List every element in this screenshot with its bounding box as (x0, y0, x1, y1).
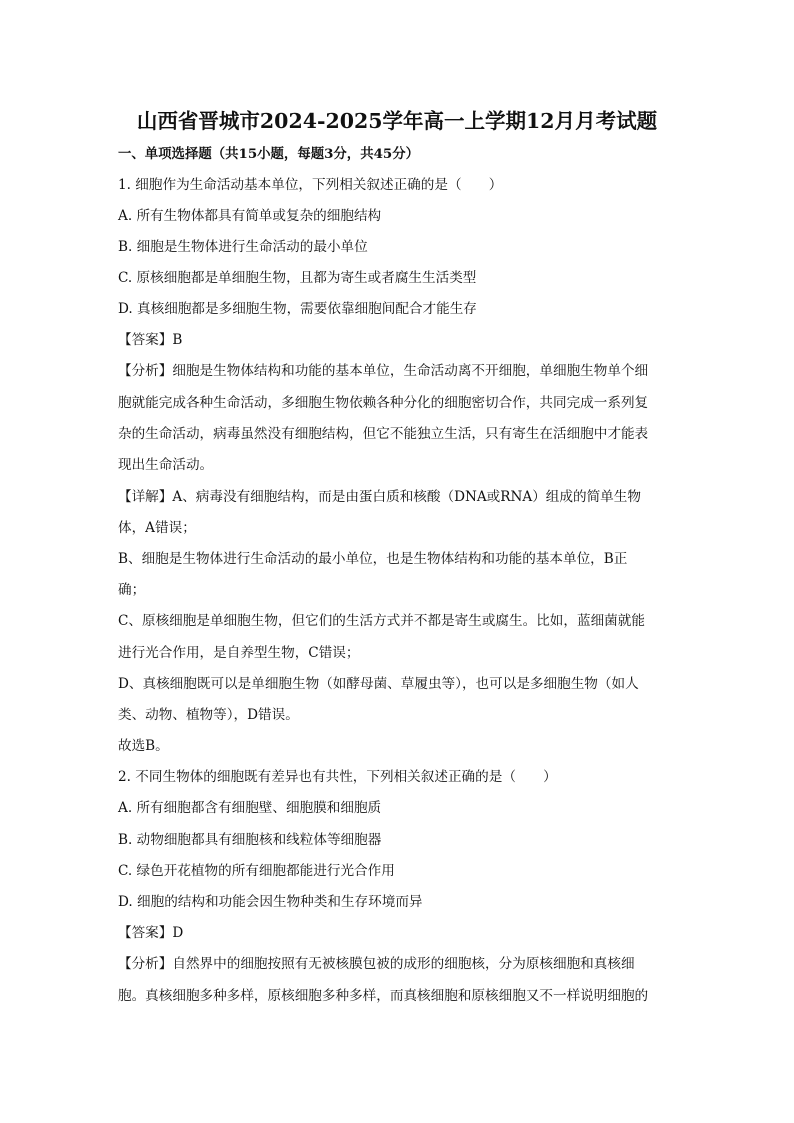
question-1-detail-line: 类、动物、植物等），D错误。 (118, 707, 299, 723)
question-1-detail-line: C、原核细胞是单细胞生物，但它们的生活方式并不都是寄生或腐生。比如，蓝细菌就能 (118, 613, 645, 629)
question-1-stem: 1. 细胞作为生命活动基本单位，下列相关叙述正确的是（ ） (118, 177, 503, 193)
question-2-stem: 2. 不同生物体的细胞既有差异也有共性，下列相关叙述正确的是（ ） (118, 769, 557, 785)
question-1-option-a: A. 所有生物体都具有简单或复杂的细胞结构 (118, 208, 382, 224)
question-1-analysis-line: 胞就能完成各种生命活动，多细胞生物依赖各种分化的细胞密切合作，共同完成一系列复 (118, 395, 649, 411)
question-2-option-c: C. 绿色开花植物的所有细胞都能进行光合作用 (118, 863, 395, 879)
question-1-detail-line: 进行光合作用，是自养型生物，C错误； (118, 645, 360, 661)
question-2-option-b: B. 动物细胞都具有细胞核和线粒体等细胞器 (118, 832, 382, 848)
question-1-analysis-line: 杂的生命活动，病毒虽然没有细胞结构，但它不能独立生活，只有寄生在活细胞中才能表 (118, 426, 649, 442)
section-heading: 一、单项选择题（共15小题，每题3分，共45分） (118, 146, 420, 162)
question-1-detail-line: D、真核细胞既可以是单细胞生物（如酵母菌、草履虫等），也可以是多细胞生物（如人 (118, 676, 639, 692)
question-1-option-c: C. 原核细胞都是单细胞生物，且都为寄生或者腐生生活类型 (118, 270, 477, 286)
question-1-detail-line: B、细胞是生物体进行生命活动的最小单位，也是生物体结构和功能的基本单位，B正 (118, 551, 628, 567)
question-2-analysis-line: 【分析】自然界中的细胞按照有无被核膜包被的成形的细胞核，分为原核细胞和真核细 (118, 956, 635, 972)
question-2-option-a: A. 所有细胞都含有细胞壁、细胞膜和细胞质 (118, 800, 382, 816)
question-1-detail-line: 【详解】A、病毒没有细胞结构，而是由蛋白质和核酸（DNA或RNA）组成的简单生物 (118, 489, 641, 505)
question-1-conclusion: 故选B。 (118, 738, 169, 754)
question-2-option-d: D. 细胞的结构和功能会因生物种类和生存环境而异 (118, 894, 423, 910)
question-1-analysis-line: 现出生命活动。 (118, 457, 214, 473)
question-2-analysis-line: 胞。真核细胞多种多样，原核细胞多种多样，而真核细胞和原核细胞又不一样说明细胞的 (118, 988, 649, 1004)
question-1-analysis-line: 【分析】细胞是生物体结构和功能的基本单位，生命活动离不开细胞，单细胞生物单个细 (118, 363, 649, 379)
question-1-option-b: B. 细胞是生物体进行生命活动的最小单位 (118, 239, 368, 255)
question-1-answer: 【答案】B (118, 332, 183, 348)
question-1-detail-line: 确； (118, 582, 146, 598)
question-2-answer: 【答案】D (118, 925, 184, 941)
question-1-detail-line: 体，A错误； (118, 520, 196, 536)
question-1-option-d: D. 真核细胞都是多细胞生物，需要依靠细胞间配合才能生存 (118, 301, 477, 317)
page-title: 山西省晋城市2024-2025学年高一上学期12月月考试题 (136, 109, 658, 133)
